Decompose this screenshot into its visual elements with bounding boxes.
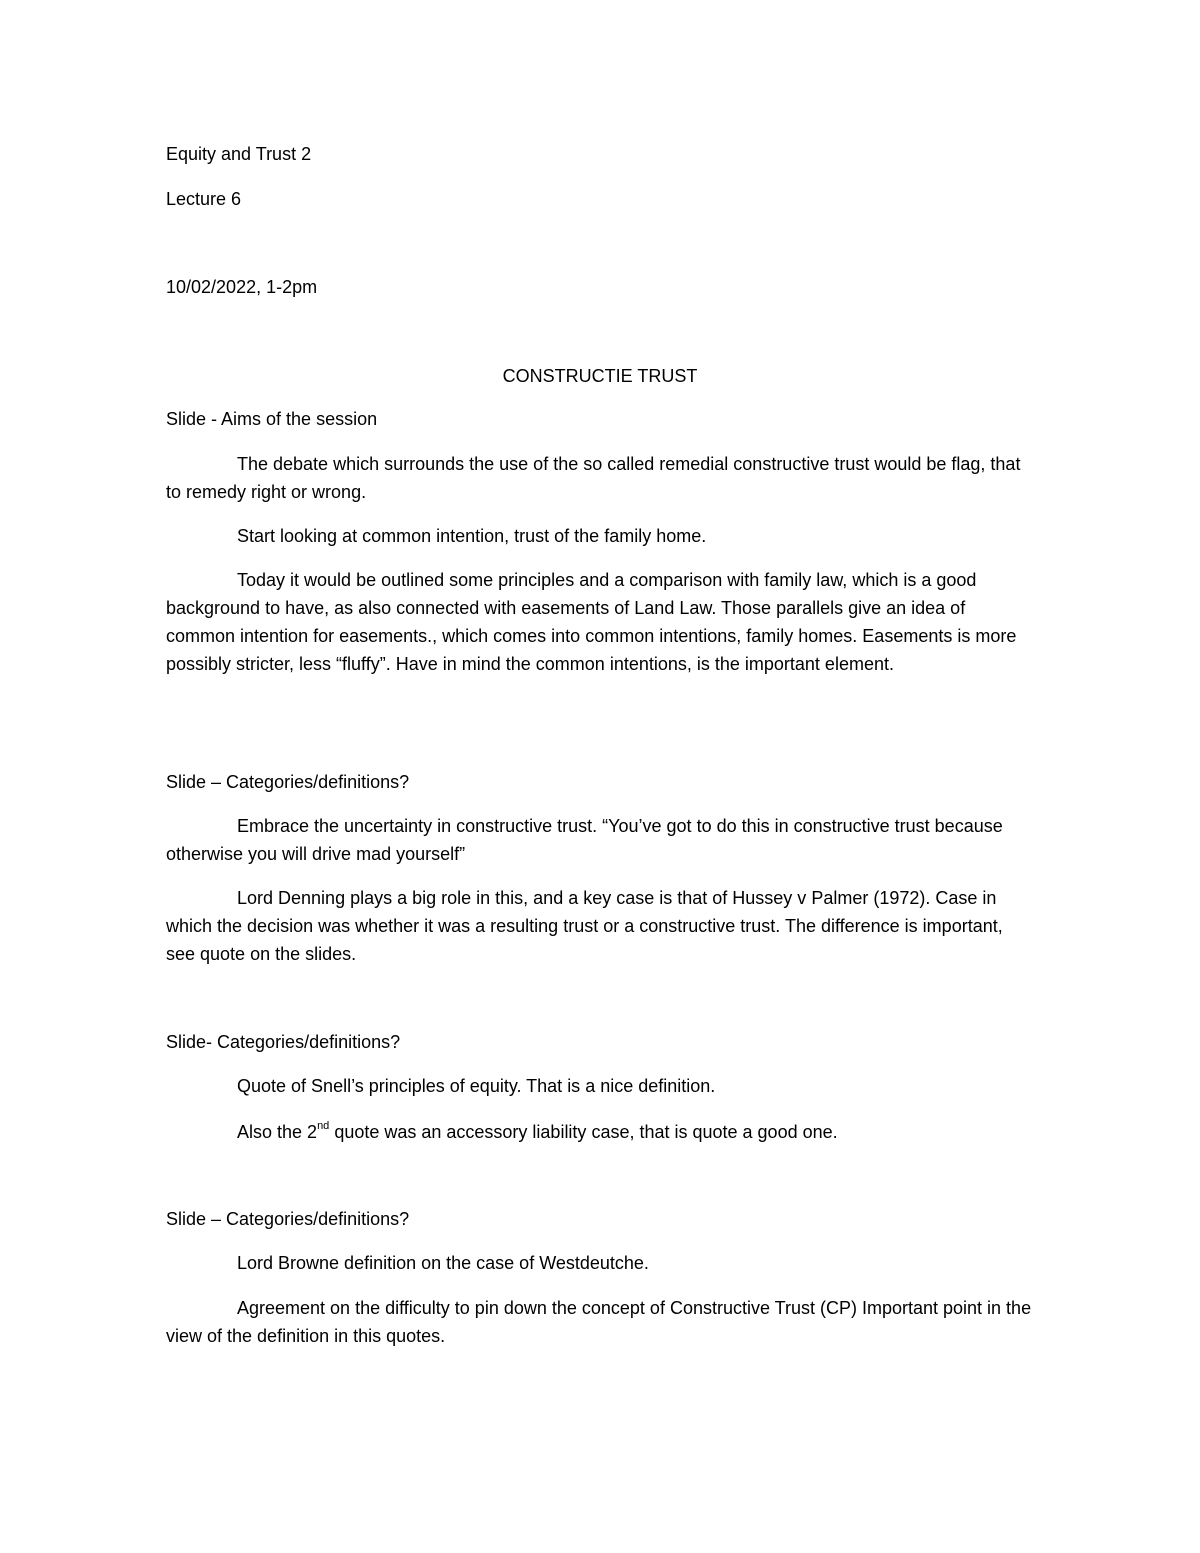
paragraph-second-quote (166, 1118, 1036, 1146)
paragraph-difficulty-definition: Agreement on the difficulty to pin down the concept of Constructive Trust (CP) Important point in the view of the definition in this quotes. (166, 1298, 1032, 1346)
paragraph-common-intention: Start looking at common intention, trust of the family home. (237, 526, 707, 546)
course-title: Equity and Trust 2 (166, 144, 312, 164)
slide-heading-categories-3: Slide – Categories/definitions? (166, 1209, 410, 1229)
lecture-date-time: 10/02/2022, 1-2pm (166, 277, 318, 297)
slide-heading-aims: Slide - Aims of the session (166, 409, 378, 429)
paragraph-family-law-comparison: Today it would be outlined some principles and a comparison with family law, which is a good background to have, as also connected with easements of Land Law. Those parallels give an idea of common intention for easements., which comes into common intentions, family homes. Easements is more possibly stricter, less “fluffy”. Have in mind the common intentions, is the important element. (166, 570, 1017, 674)
paragraph-westdeutche: Lord Browne definition on the case of Westdeutche. (237, 1253, 649, 1273)
paragraph-snell-quote: Quote of Snell’s principles of equity. That is a nice definition. (237, 1076, 716, 1096)
slide-heading-categories-1: Slide – Categories/definitions? (166, 772, 410, 792)
second-quote-text-end: quote was an accessory liability case, that is quote a good one. (329, 1122, 838, 1142)
paragraph-hussey-v-palmer: Lord Denning plays a big role in this, and a key case is that of Hussey v Palmer (1972). Case in which the decision was whether it was a resulting trust or a constructive trust. The difference is important, see quote on the slides. (166, 888, 1003, 964)
paragraph-embrace-uncertainty: Embrace the uncertainty in constructive trust. “You’ve got to do this in constructive trust because otherwise you will drive mad yourself” (166, 816, 1003, 864)
ordinal-superscript: nd (317, 1120, 330, 1132)
document-heading: CONSTRUCTIE TRUST (502, 366, 698, 386)
second-quote-text-start: Also the 2 (237, 1122, 318, 1142)
slide-heading-categories-2: Slide- Categories/definitions? (166, 1032, 401, 1052)
paragraph-remedial-constructive-trust: The debate which surrounds the use of the so called remedial constructive trust would be flag, that to remedy right or wrong. (166, 454, 1021, 502)
lecture-number: Lecture 6 (166, 189, 242, 209)
